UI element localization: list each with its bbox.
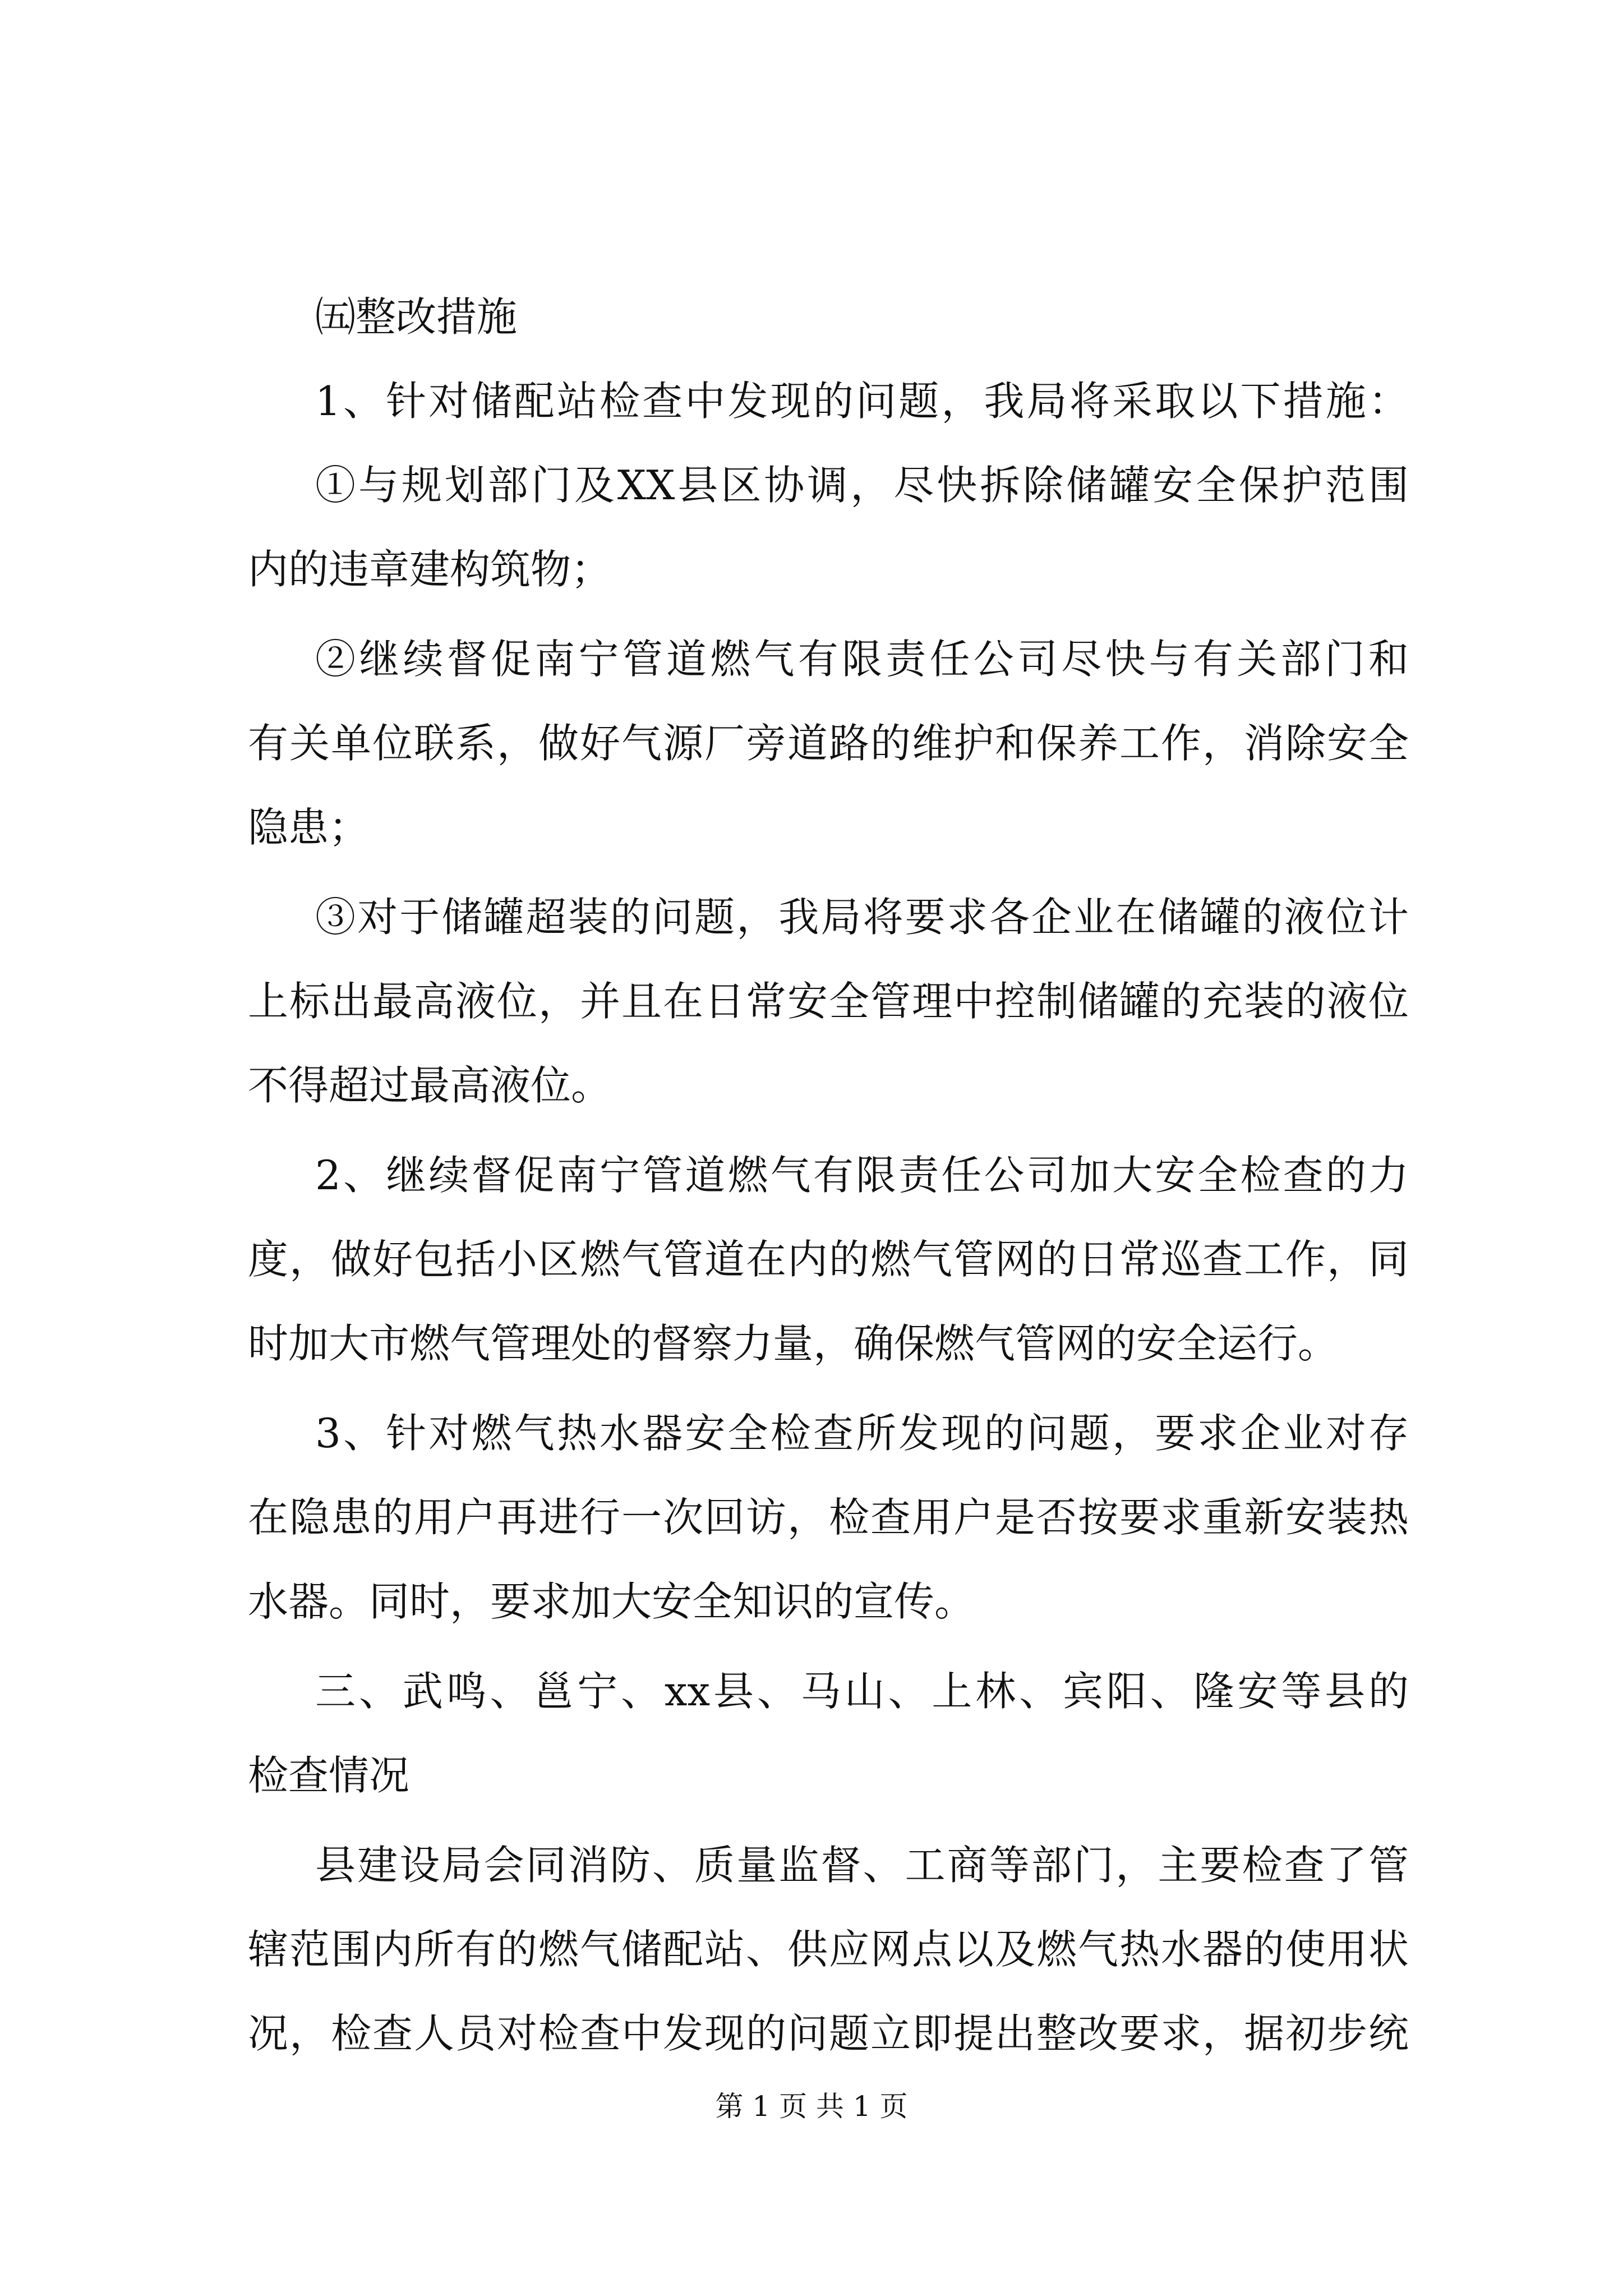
section-heading-county-inspection: 三、武鸣、邕宁、xx县、马山、上林、宾阳、隆安等县的 xyxy=(315,1668,1409,1715)
paragraph-line: 隐患； xyxy=(248,804,370,851)
paragraph-line: 内的违章建构筑物； xyxy=(248,546,612,593)
paragraph-line: 况，检查人员对检查中发现的问题立即提出整改要求，据初步统 xyxy=(248,2010,1409,2057)
paragraph-line: ②继续督促南宁管道燃气有限责任公司尽快与有关部门和 xyxy=(315,636,1409,683)
paragraph-line: 3、针对燃气热水器安全检查所发现的问题，要求企业对存 xyxy=(315,1410,1409,1457)
paragraph-line: 辖范围内所有的燃气储配站、供应网点以及燃气热水器的使用状 xyxy=(248,1926,1409,1973)
paragraph-line: ③对于储罐超装的问题，我局将要求各企业在储罐的液位计 xyxy=(315,894,1409,941)
paragraph-line: 1、针对储配站检查中发现的问题，我局将采取以下措施： xyxy=(315,378,1409,425)
paragraph-line: 有关单位联系，做好气源厂旁道路的维护和保养工作，消除安全 xyxy=(248,720,1409,767)
paragraph-line: 时加大市燃气管理处的督察力量，确保燃气管网的安全运行。 xyxy=(248,1320,1339,1367)
paragraph-line: 水器。同时，要求加大安全知识的宣传。 xyxy=(248,1578,975,1625)
paragraph-line: 不得超过最高液位。 xyxy=(248,1062,612,1109)
paragraph-line: ①与规划部门及XX县区协调，尽快拆除储罐安全保护范围 xyxy=(315,462,1409,509)
section-heading-rectification: ㈤整改措施 xyxy=(315,293,518,341)
section-heading-county-inspection-cont: 检查情况 xyxy=(248,1752,410,1799)
paragraph-line: 2、继续督促南宁管道燃气有限责任公司加大安全检查的力 xyxy=(315,1152,1409,1199)
paragraph-line: 上标出最高液位，并且在日常安全管理中控制储罐的充装的液位 xyxy=(248,978,1409,1025)
paragraph-line: 在隐患的用户再进行一次回访，检查用户是否按要求重新安装热 xyxy=(248,1494,1409,1541)
page-number-footer: 第 1 页 共 1 页 xyxy=(715,2090,908,2123)
paragraph-line: 度，做好包括小区燃气管道在内的燃气管网的日常巡查工作，同 xyxy=(248,1236,1409,1283)
paragraph-line: 县建设局会同消防、质量监督、工商等部门，主要检查了管 xyxy=(315,1842,1409,1889)
